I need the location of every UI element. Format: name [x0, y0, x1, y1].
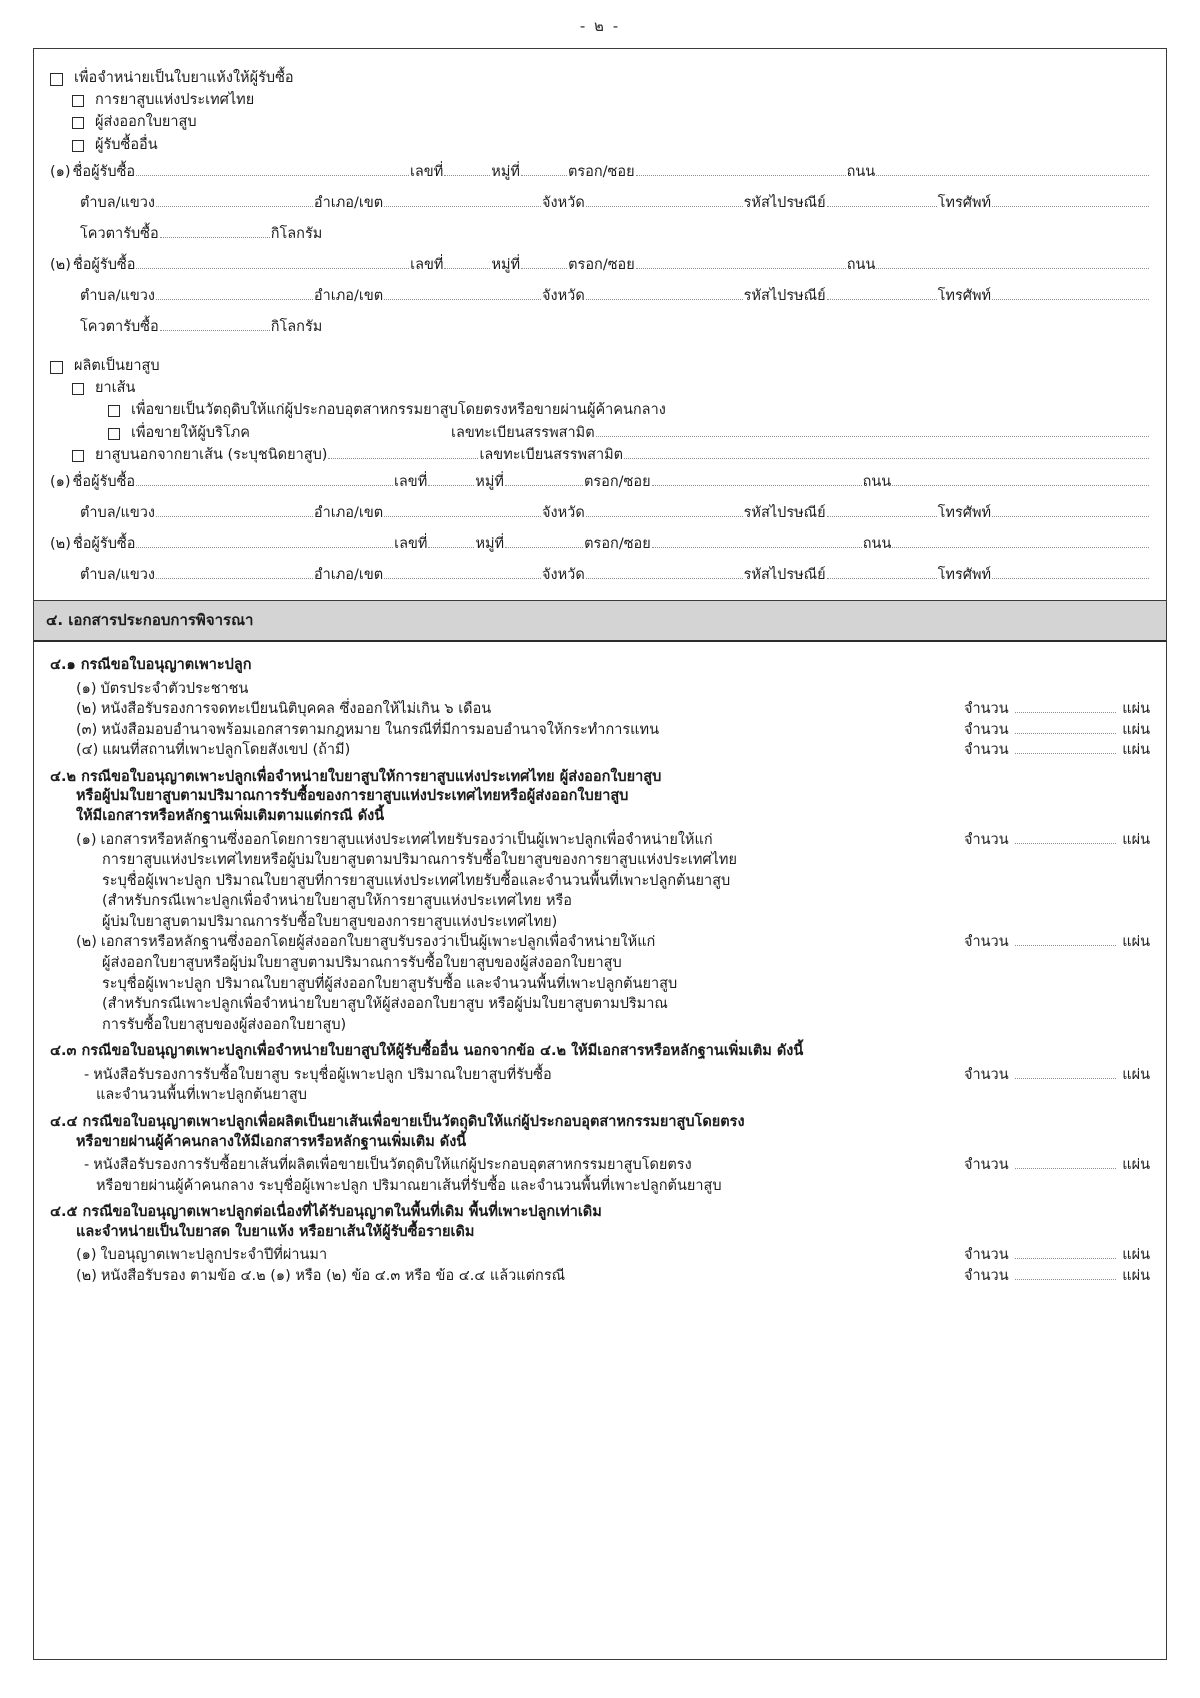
heading-4-5: [50, 1203, 1150, 1242]
house-no-input[interactable]: [428, 538, 474, 548]
postcode-label: รหัสไปรษณีย์: [743, 504, 826, 521]
district-label: อำเภอ/เขต: [313, 566, 384, 583]
district-input[interactable]: [384, 289, 541, 299]
road-label: ถนน: [862, 535, 892, 552]
postcode-input[interactable]: [827, 196, 937, 206]
item-text: หนังสือรับรองการรับซื้อใบยาสูบ ระบุชื่อผู้เพาะปลูก ปริมาณใบยาสูบที่รับซื้อ: [93, 1066, 552, 1083]
alley-label: ตรอก/ซอย: [568, 256, 635, 273]
item-marker: (๑): [76, 1247, 97, 1264]
quota-unit: กิโลกรัม: [270, 318, 323, 335]
house-no-input[interactable]: [444, 165, 490, 175]
quota-unit: กิโลกรัม: [270, 225, 323, 242]
district-label: อำเภอ/เขต: [313, 287, 384, 304]
province-input[interactable]: [586, 289, 743, 299]
road-input[interactable]: [892, 538, 1149, 548]
district-input[interactable]: [384, 196, 541, 206]
quota-label: โควตารับซื้อ: [80, 225, 159, 242]
buyer-name-input[interactable]: [136, 476, 393, 486]
excise-reg-label-other: เลขทะเบียนสรรพสามิต: [479, 446, 624, 463]
doc-item: [50, 679, 1150, 700]
road-label: ถนน: [846, 163, 876, 180]
phone-label: โทรศัพท์: [937, 194, 992, 211]
item-marker: -: [84, 1066, 90, 1083]
quantity-unit: แผ่น: [1122, 1268, 1150, 1285]
house-no-label: เลขที่: [394, 535, 428, 552]
quantity-input[interactable]: [1015, 1068, 1117, 1078]
item-marker: (๒): [76, 1268, 97, 1285]
item-continuation: หรือขายผ่านผู้ค้าคนกลาง ระบุชื่อผู้เพาะปลูก ปริมาณยาเส้นที่รับซื้อ และจำนวนพื้นที่เพาะปลูกต้นยาสูบ: [96, 1177, 722, 1194]
province-input[interactable]: [586, 569, 743, 579]
buyer-address-block-2: [50, 253, 1150, 338]
postcode-label: รหัสไปรษณีย์: [743, 194, 826, 211]
subdistrict-label: ตำบล/แขวง: [80, 194, 156, 211]
quantity-unit: แผ่น: [1122, 742, 1150, 759]
quantity-input[interactable]: [1015, 833, 1117, 843]
alley-input[interactable]: [636, 165, 846, 175]
doc-item: [50, 932, 1150, 953]
label-other-tobacco-wrap: [95, 448, 1150, 463]
buyer-name-label: ชื่อผู้รับซื้อ: [72, 163, 136, 180]
item-text: เอกสารหรือหลักฐานซึ่งออกโดยผู้ส่งออกใบยาสูบรับรองว่าเป็นผู้เพาะปลูกเพื่อจำหน่ายให้แก่: [100, 934, 656, 951]
quantity-field: [964, 932, 1150, 953]
checkbox-row-shredded-option-1[interactable]: [108, 426, 1150, 441]
buyer-index: (๑): [50, 163, 71, 180]
alley-input[interactable]: [636, 258, 846, 268]
page-number: - ๒ -: [579, 17, 621, 35]
buyer-area-line: [50, 563, 1150, 586]
other-tobacco-type-input[interactable]: [328, 448, 478, 458]
province-input[interactable]: [586, 196, 743, 206]
checkbox-shredded-option-1[interactable]: [108, 428, 120, 440]
buyer-area-line: [50, 501, 1150, 524]
phone-label: โทรศัพท์: [937, 504, 992, 521]
quantity-field: [964, 1065, 1150, 1086]
road-label: ถนน: [862, 473, 892, 490]
alley-label: ตรอก/ซอย: [583, 473, 651, 490]
label-sell-dry-leaf: เพื่อจำหน่ายเป็นใบยาแห้งให้ผู้รับซื้อ: [74, 70, 294, 86]
label-shredded-option-1: เพื่อขายให้ผู้บริโภค: [131, 424, 250, 441]
label-shredded-option-0: เพื่อขายเป็นวัตถุดิบให้แก่ผู้ประกอบอุตสาหกรรมยาสูบโดยตรงหรือขายผ่านผู้ค้าคนกลาง: [131, 402, 666, 419]
phone-input[interactable]: [992, 569, 1149, 579]
doc-item: [50, 830, 1150, 851]
checkbox-shredded-option-0[interactable]: [108, 405, 120, 417]
item-continuation: การรับซื้อใบยาสูบของผู้ส่งออกใบยาสูบ): [102, 1016, 347, 1033]
excise-reg-other-input[interactable]: [624, 448, 1149, 458]
label-shredded-option-1-wrap: [131, 426, 1150, 441]
buyer-index: (๒): [50, 535, 71, 552]
doc-item: [50, 1065, 1150, 1086]
postcode-label: รหัสไปรษณีย์: [743, 566, 826, 583]
phone-input[interactable]: [992, 289, 1149, 299]
buyer2-address-block-1: [50, 470, 1150, 524]
checkbox-buyer-option-0[interactable]: [72, 95, 84, 107]
item-continuation: ระบุชื่อผู้เพาะปลูก ปริมาณใบยาสูบที่ผู้ส่งออกใบยาสูบรับซื้อ และจำนวนพื้นที่เพาะปลูกต้นยาสูบ: [102, 975, 678, 992]
buyer-area-line: [50, 284, 1150, 307]
label-produce-tobacco: ผลิตเป็นยาสูบ: [74, 357, 160, 374]
quantity-unit: แผ่น: [1122, 721, 1150, 738]
district-input[interactable]: [384, 507, 541, 517]
checkbox-shredded[interactable]: [72, 383, 84, 395]
province-label: จังหวัด: [542, 566, 585, 583]
documents-section: [34, 642, 1166, 1659]
quantity-unit: แผ่น: [1122, 934, 1150, 951]
buyer-name-line: [50, 160, 1150, 183]
quantity-field: [964, 1245, 1150, 1266]
quantity-label: จำนวน: [964, 701, 1009, 718]
purpose-section: [34, 49, 1166, 600]
item-continuation: และจำนวนพื้นที่เพาะปลูกต้นยาสูบ: [96, 1087, 307, 1104]
checkbox-row-produce-tobacco[interactable]: [50, 359, 1150, 374]
heading-4-2-line1: ๔.๒ กรณีขอใบอนุญาตเพาะปลูกเพื่อจำหน่ายใบยาสูบให้การยาสูบแห่งประเทศไทย ผู้ส่งออกใบยาสูบ: [50, 768, 662, 785]
quantity-label: จำนวน: [964, 1247, 1009, 1264]
form-frame: [33, 48, 1167, 1660]
checkbox-row-other-tobacco[interactable]: [72, 448, 1150, 463]
item-text: หนังสือรับรอง ตามข้อ ๔.๒ (๑) หรือ (๒) ข้อ ๔.๓ หรือ ข้อ ๔.๔ แล้วแต่กรณี: [100, 1268, 566, 1285]
moo-label: หมู่ที่: [475, 535, 505, 552]
province-label: จังหวัด: [542, 504, 585, 521]
item-text: หนังสือมอบอำนาจพร้อมเอกสารตามกฎหมาย ในกรณีที่มีการมอบอำนาจให้กระทำการแทน: [101, 721, 659, 738]
quota-label: โควตารับซื้อ: [80, 318, 159, 335]
phone-input[interactable]: [992, 196, 1149, 206]
checkbox-row-shredded[interactable]: [72, 381, 1150, 396]
buyer2-address-block-2: [50, 532, 1150, 586]
doc-item: [50, 1155, 1150, 1176]
quantity-input[interactable]: [1015, 1249, 1117, 1259]
quantity-unit: แผ่น: [1122, 701, 1150, 718]
buyer-name-line: [50, 532, 1150, 555]
buyer-address-block-1: [50, 160, 1150, 245]
moo-input[interactable]: [505, 538, 583, 548]
excise-reg-label: เลขทะเบียนสรรพสามิต: [451, 424, 595, 441]
heading-4-1: ๔.๑ กรณีขอใบอนุญาตเพาะปลูก: [50, 656, 252, 673]
house-no-label: เลขที่: [409, 163, 444, 180]
item-marker: (๑): [76, 831, 97, 848]
item-marker: (๔): [76, 742, 99, 759]
quantity-label: จำนวน: [964, 1157, 1009, 1174]
buyer-area-line: [50, 191, 1150, 214]
buyer-name-line: [50, 470, 1150, 493]
alley-label: ตรอก/ซอย: [567, 163, 635, 180]
subdistrict-input[interactable]: [156, 196, 313, 206]
item-text: บัตรประจำตัวประชาชน: [100, 680, 249, 697]
quantity-input[interactable]: [1015, 703, 1117, 713]
alley-label: ตรอก/ซอย: [584, 535, 651, 552]
doc-item: [50, 699, 1150, 720]
house-no-label: เลขที่: [393, 473, 428, 490]
item-marker: (๒): [76, 701, 97, 718]
house-no-input[interactable]: [428, 476, 474, 486]
section-4-header: ๔. เอกสารประกอบการพิจารณา: [34, 600, 1166, 642]
moo-input[interactable]: [521, 258, 567, 268]
checkbox-buyer-option-1[interactable]: [72, 117, 84, 129]
district-label: อำเภอ/เขต: [313, 194, 384, 211]
subdistrict-label: ตำบล/แขวง: [80, 566, 156, 583]
quantity-label: จำนวน: [964, 1268, 1009, 1285]
buyer-name-label: ชื่อผู้รับซื้อ: [72, 473, 136, 490]
quantity-label: จำนวน: [964, 831, 1009, 848]
quantity-label: จำนวน: [964, 721, 1009, 738]
item-text: แผนที่สถานที่เพาะปลูกโดยสังเขป (ถ้ามี): [102, 742, 351, 759]
district-label: อำเภอ/เขต: [313, 504, 384, 521]
road-input[interactable]: [876, 165, 1149, 175]
checkbox-produce-tobacco[interactable]: [50, 361, 63, 374]
province-label: จังหวัด: [542, 287, 585, 304]
subdistrict-input[interactable]: [156, 289, 313, 299]
label-shredded: ยาเส้น: [95, 380, 136, 397]
checkbox-buyer-option-2[interactable]: [72, 140, 84, 152]
alley-input[interactable]: [652, 538, 862, 548]
checkbox-row-buyer-option-0[interactable]: [72, 93, 1150, 108]
buyer-name-input[interactable]: [136, 538, 393, 548]
item-text: ใบอนุญาตเพาะปลูกประจำปีที่ผ่านมา: [100, 1247, 328, 1264]
quantity-field: [964, 830, 1150, 851]
item-marker: (๑): [76, 680, 97, 697]
buyer-name-label: ชื่อผู้รับซื้อ: [72, 535, 136, 552]
item-marker: (๒): [76, 934, 97, 951]
subdistrict-input[interactable]: [156, 569, 313, 579]
label-other-tobacco: ยาสูบนอกจากยาเส้น (ระบุชนิดยาสูบ): [95, 446, 328, 463]
heading-4-5-line2: และจำหน่ายเป็นใบยาสด ใบยาแห้ง หรือยาเส้นให้ผู้รับซื้อรายเดิม: [76, 1223, 475, 1240]
phone-input[interactable]: [992, 507, 1149, 517]
phone-label: โทรศัพท์: [937, 566, 992, 583]
quantity-field: [964, 1155, 1150, 1176]
quantity-field: [964, 699, 1150, 720]
label-buyer-option-1: ผู้ส่งออกใบยาสูบ: [95, 114, 197, 131]
district-input[interactable]: [384, 569, 541, 579]
buyer-quota-line: [50, 315, 1150, 338]
checkbox-row-shredded-option-0[interactable]: [108, 403, 1150, 418]
spacer: [50, 346, 1150, 359]
item-continuation: ผู้ส่งออกใบยาสูบหรือผู้บ่มใบยาสูบตามปริมาณการรับซื้อใบยาสูบของผู้ส่งออกใบยาสูบ: [102, 955, 622, 971]
road-input[interactable]: [876, 258, 1149, 268]
subdistrict-input[interactable]: [156, 507, 313, 517]
item-marker: (๓): [76, 721, 98, 738]
moo-input[interactable]: [505, 476, 583, 486]
quantity-field: [964, 1266, 1150, 1287]
buyer-name-input[interactable]: [136, 165, 409, 175]
quantity-input[interactable]: [1015, 744, 1117, 754]
province-label: จังหวัด: [542, 194, 585, 211]
quantity-input[interactable]: [1015, 1270, 1117, 1280]
subdistrict-label: ตำบล/แขวง: [80, 287, 156, 304]
heading-4-4-line1: ๔.๔ กรณีขอใบอนุญาตเพาะปลูกเพื่อผลิตเป็นยาเส้นเพื่อขายเป็นวัตถุดิบให้แก่ผู้ประกอบอุตสาหกรรมยาสูบโดยตรง: [50, 1114, 745, 1131]
subdistrict-label: ตำบล/แขวง: [80, 504, 156, 521]
phone-label: โทรศัพท์: [937, 287, 992, 304]
item-text: หนังสือรับรองการจดทะเบียนนิติบุคคล ซึ่งออกให้ไม่เกิน ๖ เดือน: [100, 701, 492, 718]
checkbox-other-tobacco[interactable]: [72, 450, 84, 462]
house-no-input[interactable]: [444, 258, 490, 268]
heading-4-2-line3: ให้มีเอกสารหรือหลักฐานเพิ่มเติมตามแต่กรณี ดังนี้: [76, 807, 385, 824]
heading-4-4-line2: หรือขายผ่านผู้ค้าคนกลางให้มีเอกสารหรือหลักฐานเพิ่มเติม ดังนี้: [76, 1133, 467, 1150]
quantity-field: [964, 740, 1150, 761]
heading-4-4: [50, 1113, 1150, 1152]
province-input[interactable]: [586, 507, 743, 517]
buyer-index: (๑): [50, 473, 71, 490]
heading-4-3: ๔.๓ กรณีขอใบอนุญาตเพาะปลูกเพื่อจำหน่ายใบยาสูบให้ผู้รับซื้ออื่น นอกจากข้อ ๔.๒ ให้มีเอกสารหรือหลักฐานเพิ่มเติม ดังนี้: [50, 1043, 804, 1060]
doc-item: [50, 1266, 1150, 1287]
heading-4-2: [50, 768, 1150, 827]
quantity-input[interactable]: [1015, 1159, 1117, 1169]
checkbox-row-sell-dry-leaf[interactable]: [50, 71, 1150, 86]
label-buyer-option-2: ผู้รับซื้ออื่น: [95, 136, 158, 153]
postcode-input[interactable]: [827, 507, 937, 517]
moo-label: หมู่ที่: [475, 473, 504, 490]
buyer-quota-line: [50, 222, 1150, 245]
item-text: เอกสารหรือหลักฐานซึ่งออกโดยการยาสูบแห่งประเทศไทยรับรองว่าเป็นผู้เพาะปลูกเพื่อจำหน่ายให้แก่: [100, 831, 713, 848]
quantity-label: จำนวน: [964, 1066, 1009, 1083]
postcode-input[interactable]: [827, 569, 937, 579]
doc-item: [50, 720, 1150, 741]
checkbox-sell-dry-leaf[interactable]: [50, 73, 63, 86]
item-text: หนังสือรับรองการรับซื้อยาเส้นที่ผลิตเพื่อขายเป็นวัตถุดิบให้แก่ผู้ประกอบอุตสาหกรรมยาสูบโดยตรง: [93, 1157, 692, 1174]
item-continuation: ระบุชื่อผู้เพาะปลูก ปริมาณใบยาสูบที่การยาสูบแห่งประเทศไทยรับซื้อและจำนวนพื้นที่เพาะปลูกต้นยาสูบ: [102, 872, 731, 889]
postcode-input[interactable]: [827, 289, 937, 299]
quantity-input[interactable]: [1015, 723, 1117, 733]
quantity-input[interactable]: [1015, 936, 1117, 946]
quantity-label: จำนวน: [964, 742, 1009, 759]
quantity-unit: แผ่น: [1122, 831, 1150, 848]
house-no-label: เลขที่: [410, 256, 444, 273]
item-continuation: ผู้บ่มใบยาสูบตามปริมาณการรับซื้อใบยาสูบของการยาสูบแห่งประเทศไทย): [102, 913, 558, 930]
road-input[interactable]: [892, 476, 1149, 486]
excise-reg-input[interactable]: [596, 426, 1149, 436]
heading-4-5-line1: ๔.๕ กรณีขอใบอนุญาตเพาะปลูกต่อเนื่องที่ได้รับอนุญาตในพื้นที่เดิม พื้นที่เพาะปลูกเท่าเดิม: [50, 1204, 602, 1221]
checkbox-row-buyer-option-2[interactable]: [72, 138, 1150, 153]
buyer-name-line: [50, 253, 1150, 276]
quantity-label: จำนวน: [964, 934, 1009, 951]
moo-label: หมู่ที่: [491, 163, 520, 180]
heading-4-2-line2: หรือผู้บ่มใบยาสูบตามปริมาณการรับซื้อของการยาสูบแห่งประเทศไทยหรือผู้ส่งออกใบยาสูบ: [76, 788, 629, 805]
postcode-label: รหัสไปรษณีย์: [743, 287, 826, 304]
doc-item: [50, 740, 1150, 761]
item-continuation: (สำหรับกรณีเพาะปลูกเพื่อจำหน่ายใบยาสูบให้การยาสูบแห่งประเทศไทย หรือ: [102, 893, 573, 910]
quantity-field: [964, 720, 1150, 741]
moo-input[interactable]: [521, 165, 567, 175]
buyer-name-label: ชื่อผู้รับซื้อ: [72, 256, 136, 273]
quantity-unit: แผ่น: [1122, 1157, 1150, 1174]
quota-input[interactable]: [160, 227, 270, 237]
buyer-name-input[interactable]: [136, 258, 409, 268]
road-label: ถนน: [846, 256, 876, 273]
buyer-index: (๒): [50, 256, 71, 273]
item-marker: -: [84, 1157, 90, 1174]
item-continuation: การยาสูบแห่งประเทศไทยหรือผู้บ่มใบยาสูบตามปริมาณการรับซื้อใบยาสูบของการยาสูบแห่งประเทศไทย: [102, 852, 737, 869]
quantity-unit: แผ่น: [1122, 1066, 1150, 1083]
quota-input[interactable]: [160, 320, 270, 330]
checkbox-row-buyer-option-1[interactable]: [72, 115, 1150, 130]
item-continuation: (สำหรับกรณีเพาะปลูกเพื่อจำหน่ายใบยาสูบให้ผู้ส่งออกใบยาสูบ หรือผู้บ่มใบยาสูบตามปริมาณ: [102, 996, 668, 1013]
label-buyer-option-0: การยาสูบแห่งประเทศไทย: [95, 92, 255, 109]
doc-item: [50, 1245, 1150, 1266]
alley-input[interactable]: [652, 476, 862, 486]
quantity-unit: แผ่น: [1122, 1247, 1150, 1264]
moo-label: หมู่ที่: [491, 256, 521, 273]
